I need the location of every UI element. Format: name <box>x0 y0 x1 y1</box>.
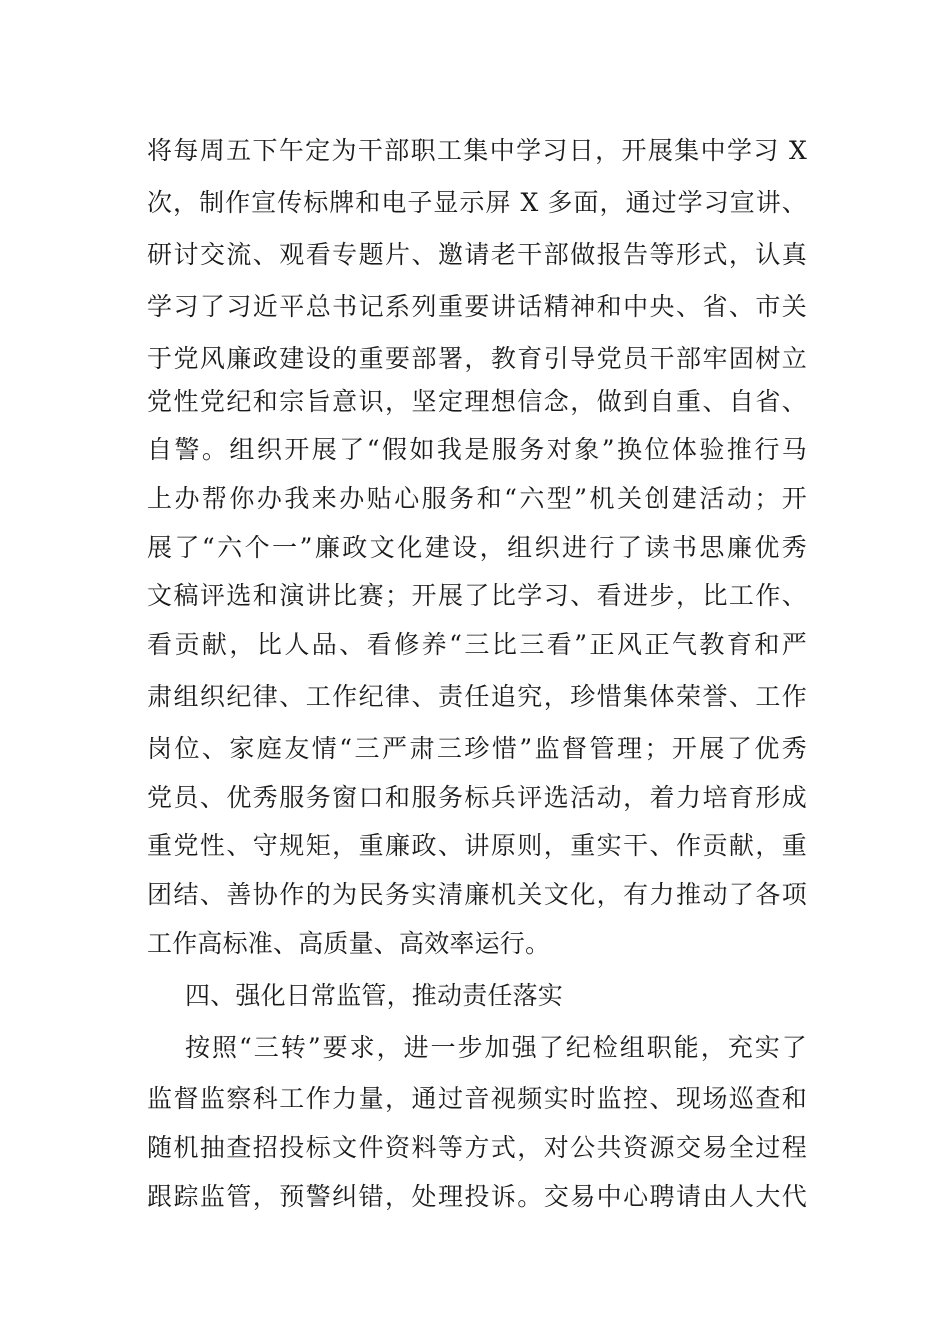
paragraph-1-line-12: 肃组织纪律、工作纪律、责任追究，珍惜集体荣誉、工作 <box>147 682 807 711</box>
paragraph-1-line-15: 重党性、守规矩，重廉政、讲原则，重实干、作贡献，重 <box>147 831 807 860</box>
paragraph-1-line-17: 工作高标准、高质量、高效率运行。 <box>147 929 551 958</box>
section-heading: 四、强化日常监管，推动责任落实 <box>185 981 564 1010</box>
paragraph-2-line-4: 跟踪监管，预警纠错，处理投诉。交易中心聘请由人大代 <box>147 1182 807 1211</box>
paragraph-1-line-2: 次，制作宣传标牌和电子显示屏 X 多面，通过学习宣讲、 <box>147 188 807 217</box>
paragraph-2-line-2: 监督监察科工作力量，通过音视频实时监控、现场巡查和 <box>147 1084 807 1113</box>
paragraph-1-line-11: 看贡献，比人品、看修养“三比三看”正风正气教育和严 <box>147 630 807 659</box>
paragraph-1-line-1: 将每周五下午定为干部职工集中学习日，开展集中学习 X <box>147 136 807 165</box>
paragraph-1-line-13: 岗位、家庭友情“三严肃三珍惜”监督管理；开展了优秀 <box>147 734 807 763</box>
paragraph-2-line-1: 按照“三转”要求，进一步加强了纪检组职能，充实了 <box>185 1033 807 1062</box>
paragraph-1-line-10: 文稿评选和演讲比赛；开展了比学习、看进步，比工作、 <box>147 581 807 610</box>
paragraph-1-line-6: 党性党纪和宗旨意识，坚定理想信念，做到自重、自省、 <box>147 387 807 416</box>
paragraph-2-line-3: 随机抽查招投标文件资料等方式，对公共资源交易全过程 <box>147 1133 807 1162</box>
paragraph-1-line-14: 党员、优秀服务窗口和服务标兵评选活动，着力培育形成 <box>147 783 807 812</box>
paragraph-1-line-3: 研讨交流、观看专题片、邀请老干部做报告等形式，认真 <box>147 240 807 269</box>
paragraph-1-line-7: 自警。组织开展了“假如我是服务对象”换位体验推行马 <box>147 435 807 464</box>
paragraph-1-line-5: 于党风廉政建设的重要部署，教育引导党员干部牢固树立 <box>147 344 807 373</box>
paragraph-1-line-4: 学习了习近平总书记系列重要讲话精神和中央、省、市关 <box>147 292 807 321</box>
paragraph-1-line-9: 展了“六个一”廉政文化建设，组织进行了读书思廉优秀 <box>147 533 807 562</box>
paragraph-1-line-16: 团结、善协作的为民务实清廉机关文化，有力推动了各项 <box>147 880 807 909</box>
paragraph-1-line-8: 上办帮你办我来办贴心服务和“六型”机关创建活动；开 <box>147 484 807 513</box>
